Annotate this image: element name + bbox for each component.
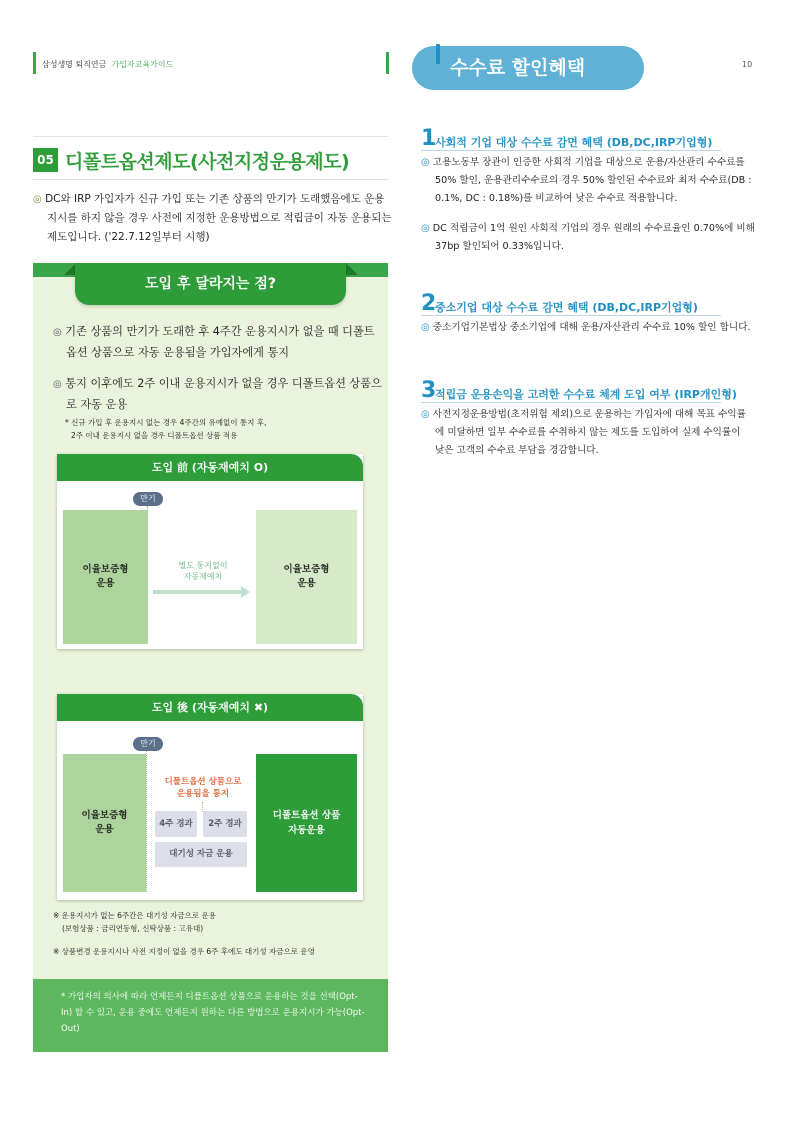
bullet-icon: ◎ bbox=[421, 322, 430, 333]
divider bbox=[421, 402, 721, 403]
standby-box: 대기성 자금 운용 bbox=[155, 842, 247, 867]
right-item: ◎ 중소기업기본법상 중소기업에 대해 운용/자산관리 수수료 10% 할인 합니다. bbox=[421, 322, 751, 333]
right-section-title: 중소기업 대상 수수료 감면 혜택 bbox=[435, 301, 589, 314]
before-card-header: 도입 前 (자동재예치 O) bbox=[57, 454, 363, 481]
panel-fold-right bbox=[346, 263, 358, 275]
right-section-2: 2 중소기업 대상 수수료 감면 혜택 (DB,DC,IRP기업형) ◎ 중소기업기본법상 중소기업에 대해 운용/자산관리 수수료 10% 할인 합니다. bbox=[421, 293, 761, 337]
bullet-icon: ◎ bbox=[53, 327, 62, 338]
right-section-title: 사회적 기업 대상 수수료 감면 혜택 bbox=[435, 136, 603, 149]
bullet-icon: ◎ bbox=[421, 157, 430, 168]
header-document-title bbox=[33, 52, 389, 74]
change-point-1: ◎ 기존 상품의 만기가 도래한 후 4주간 운용지시가 없을 때 디폴트옵션 상품으로 자동 운용됨을 가입자에게 통지 bbox=[53, 325, 375, 359]
changes-panel bbox=[33, 263, 388, 1052]
pill-accent-bar bbox=[436, 44, 440, 64]
bullet-icon: ◎ bbox=[53, 379, 62, 390]
maturity-marker bbox=[146, 751, 147, 892]
right-section-1: 1 사회적 기업 대상 수수료 감면 혜택 (DB,DC,IRP기업형) ◎ 고용노동부 장관이 인증한 사회적 기업을 대상으로 운용/자산관리 수수료를 50% 할인, 운용관리수수료의 경우 50% 할인된 수수료와 최저 수수료(DB : 0.1%, DC : 0.18%)를 비교하여 낮은 수수료 적용합니다. ◎ DC 적립금이 1억 원인 사회적 기업의 경우 원래의 수수료율인 0.70%에 비해 37bp 할인되어 0.33%입니다. bbox=[421, 128, 761, 256]
foot-note-2: ※ 상품변경 운용지시나 사전 지정이 없을 경우 6주 후에도 대기성 자금으로 운영 bbox=[53, 947, 315, 956]
page-number: 10 bbox=[742, 60, 753, 69]
chapter-title-pill bbox=[412, 46, 644, 90]
intro-text: DC와 IRP 가입자가 신규 가입 또는 기존 상품의 만기가 도래했음에도 운용 지시를 하지 않을 경우 사전에 지정한 운용방법으로 적립금이 자동 운용되는 제도입니다. ('22.7.12일부터 시행) bbox=[45, 193, 392, 243]
right-item: ◎ 고용노동부 장관이 인증한 사회적 기업을 대상으로 운용/자산관리 수수료를 50% 할인, 운용관리수수료의 경우 50% 할인된 수수료와 최저 수수료(DB : 0.1%, DC : 0.18%)를 비교하여 낮은 수수료 적용합니다. bbox=[421, 157, 752, 204]
before-right-box: 이율보증형 운용 bbox=[256, 510, 357, 644]
bullet-icon: ◎ bbox=[421, 223, 430, 234]
before-left-box: 이율보증형 운용 bbox=[63, 510, 148, 644]
right-section-3: 3 적립금 운용손익을 고려한 수수료 체계 도입 여부 (IRP개인형) ◎ 사전지정운용방법(초저위험 제외)으로 운용하는 가입자에 대해 목표 수익률에 미달하면 일부 수수료를 수취하지 않는 제도를 도입하여 실제 수익률이 낮은 고객의 수수료 부담을 경감합니다. bbox=[421, 380, 761, 460]
maturity-badge: 만기 bbox=[133, 492, 163, 506]
opt-in-out-note: * 가입자의 의사에 따라 언제든지 디폴트옵션 상품으로 운용하는 것을 선택(Opt-In) 할 수 있고, 운용 중에도 언제든지 원하는 다른 방법으로 운용지시가 가능(Opt-Out) bbox=[33, 979, 388, 1052]
section-title: 디폴트옵션제도(사전지정운용제도) bbox=[65, 150, 350, 173]
divider bbox=[33, 179, 388, 180]
panel-tab-title: 도입 후 달라지는 점? bbox=[75, 263, 346, 305]
maturity-badge: 만기 bbox=[133, 737, 163, 751]
section-index: 3 bbox=[421, 378, 437, 403]
small-note: * 신규 가입 후 운용지시 없는 경우 4주간의 유예없이 통지 후, 2주 이내 운용지시 없을 경우 디폴트옵션 상품 적용 bbox=[65, 418, 267, 440]
section-number: 05 bbox=[33, 148, 58, 172]
right-section-title: 적립금 운용손익을 고려한 수수료 체계 도입 여부 bbox=[435, 388, 671, 401]
divider bbox=[33, 136, 388, 137]
chapter-title: 수수료 할인혜택 bbox=[450, 57, 586, 79]
after-diagram-card bbox=[57, 694, 363, 900]
divider bbox=[421, 315, 721, 316]
section-index: 2 bbox=[421, 291, 437, 316]
arrow-right-icon bbox=[241, 586, 250, 598]
divider bbox=[421, 150, 721, 151]
after-left-box: 이율보증형 운용 bbox=[63, 754, 146, 892]
flow-arrow bbox=[153, 590, 241, 594]
bullet-icon: ◎ bbox=[33, 194, 42, 205]
header-company: 삼성생명 퇴직연금 bbox=[42, 60, 107, 69]
intro-paragraph bbox=[33, 190, 393, 247]
foot-note-1: ※ 운용지시가 없는 6주간은 대기성 자금으로 운용 (보험상품 : 금리연동형, 신탁상품 : 고유대) bbox=[53, 911, 217, 933]
section-heading bbox=[33, 145, 349, 175]
bullet-icon: ◎ bbox=[421, 409, 430, 420]
right-item: ◎ DC 적립금이 1억 원인 사회적 기업의 경우 원래의 수수료율인 0.70%에 비해 37bp 할인되어 0.33%입니다. bbox=[421, 223, 755, 252]
week2-box: 2주 경과 bbox=[203, 811, 247, 837]
after-card-header: 도입 後 (자동재예치 ✖) bbox=[57, 694, 363, 721]
change-point-2: ◎ 통지 이후에도 2주 이내 운용지시가 없을 경우 디폴트옵션 상품으로 자동 운용 bbox=[53, 377, 382, 411]
section-index: 1 bbox=[421, 126, 437, 151]
notify-text: 디폴트옵션 상품으로 운용됨을 통지 bbox=[164, 777, 242, 799]
header-guide: 가입자교육가이드 bbox=[111, 60, 174, 69]
after-right-box: 디폴트옵션 상품 자동운용 bbox=[256, 754, 357, 892]
week4-box: 4주 경과 bbox=[155, 811, 197, 837]
right-item: ◎ 사전지정운용방법(초저위험 제외)으로 운용하는 가입자에 대해 목표 수익률에 미달하면 일부 수수료를 수취하지 않는 제도를 도입하여 실제 수익률이 낮은 고객의 수수료 부담을 경감합니다. bbox=[421, 409, 746, 456]
before-diagram-card bbox=[57, 454, 363, 649]
before-arrow-text: 별도 통지없이 자동재예치 bbox=[178, 561, 228, 581]
